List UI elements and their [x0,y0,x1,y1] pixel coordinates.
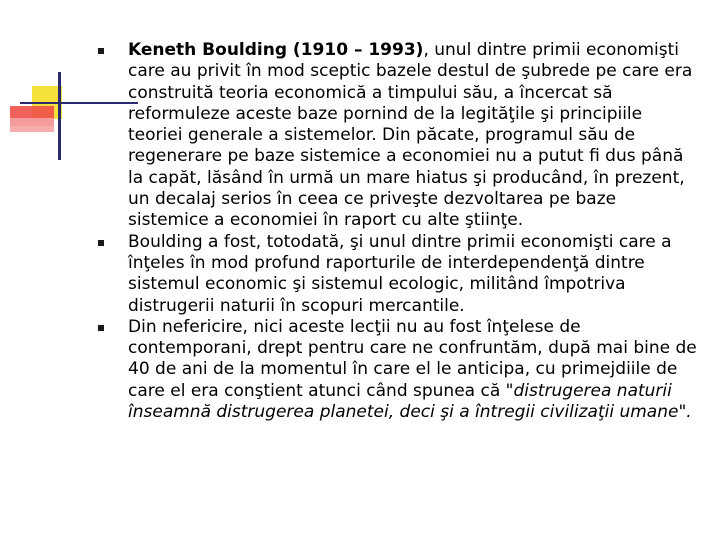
bullet-quote: "distrugerea naturii înseamnă distrugerea planetei, deci şi a întregii civilizaţii umane". [128,380,692,423]
bullet-title: Keneth Boulding (1910 – 1993) [128,40,424,60]
bullet-body: Boulding a fost, totodată, şi unul dintre primii economişti care a înţeles în mod profund raporturile de interdependenţă dintre sistemul economic şi sistemul ecologic, militând împotriva distrugerii naturii în scopuri mercantile. [128,231,672,316]
decorative-vertical-line [58,72,61,160]
square-bullet-icon [98,325,104,331]
decorative-pink-bar [10,118,54,132]
bullet-text [128,40,698,232]
square-bullet-icon [98,240,104,246]
bullet-item [98,232,698,317]
bullet-text [128,317,698,423]
bullet-list [98,40,698,423]
bullet-body: , unul dintre primii economişti care au privit în mod sceptic bazele destul de şubrede pe care era construită teoria economică a timpului său, a încercat să reformuleze aceste baze pornind de la legităţile şi principiile teoriei generale a sistemelor. Din păcate, programul său de regenerare pe baze sistemice a economiei nu a putut fi dus până la capăt, lăsând în urmă un mare hiatus şi producând, în prezent, un decalaj serios în ceea ce priveşte dezvoltarea pe baze sistemice a economiei în raport cu alte ştiinţe. [128,40,693,231]
bullet-item [98,317,698,423]
square-bullet-icon [98,48,104,54]
bullet-item [98,40,698,232]
bullet-body: Din nefericire, nici aceste lecţii nu au fost înţelese de contemporani, drept pentru care ne confruntăm, după mai bine de 40 de ani de la momentul în care el le anticipa, cu primejdiile de care el era conştient atunci când spunea că [128,316,697,401]
